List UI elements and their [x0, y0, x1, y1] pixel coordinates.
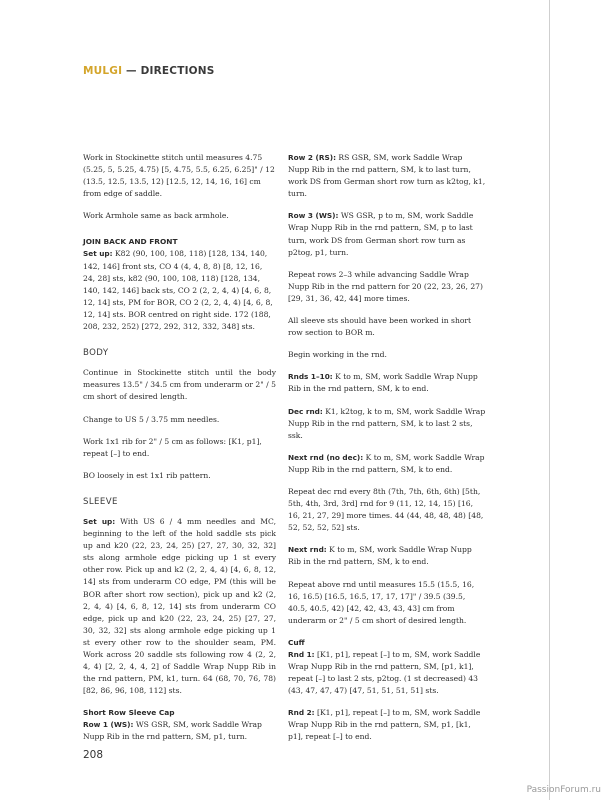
- dec-label: Dec rnd:: [288, 406, 323, 416]
- sleeve-setup-text: With US 6 / 4 mm needles and MC, beginning to the left of the hold saddle sts pick up and k20 (22, 23, 24, 25) [27, 27, 30, 32, 32] sts along armhole edge picking up 1 st every other row. Pick up and k2 (2, 2, 4, 4) [4, 6, 8, 12, 14] sts from underarm CO edge, PM (this will be BOR after short row section), pick up and k2 (2, 2, 4, 4) [4, 6, 8, 12, 14] sts from underarm CO edge, pick up and k20 (22, 23, 24, 25) [27, 27, 30, 32, 32] sts along armhole edge picking up 1 st every other row to the shoulder seam, PM. Work across 20 saddle sts following row 4 (2, 2, 4, 4) [2, 2, 4, 4, 2] of Saddle Wrap Nupp Rib in the rnd pattern, PM, k1, turn. 64 (68, 70, 76, 78) [82, 86, 96, 108, 112] sts.: [83, 516, 276, 696]
- page-edge-divider: [549, 0, 550, 800]
- row3-text: WS GSR, p to m, SM, work Saddle Wrap Nupp Rib in the rnd pattern, SM, p to last turn, work DS from German short row turn as p2tog, p1, turn.: [288, 211, 474, 257]
- rnds-label: Rnds 1–10:: [288, 372, 333, 382]
- rnds-text: K to m, SM, work Saddle Wrap Nupp Rib in the rnd pattern, SM, k to end.: [288, 372, 478, 394]
- page-header: [83, 65, 215, 77]
- header-separator: —: [122, 65, 141, 77]
- paragraph-repeat-above: Repeat above rnd until measures 15.5 (15.5, 16, 16, 16.5) [16.5, 16.5, 17, 17, 17]" / 39.5 (39.5, 40.5, 40.5, 42) [42, 42, 43, 43, 43] cm from underarm or 2" / 5 cm short of desired length.: [288, 579, 475, 625]
- paragraph-body-3: Work 1x1 rib for 2" / 5 cm as follows: [K1, p1], repeat [–] to end.: [83, 436, 262, 458]
- rnd2-text: [K1, p1], repeat [–] to m, SM, work Saddle Wrap Nupp Rib in the rnd pattern, SM, p1, [k1, p1], repeat [–] to end.: [288, 708, 481, 742]
- paragraph-body-4: BO loosely in est 1x1 rib pattern.: [83, 470, 211, 480]
- short-row-heading: Short Row Sleeve Cap: [83, 708, 175, 718]
- body-heading: BODY: [83, 348, 109, 359]
- paragraph-stockinette: Work in Stockinette stitch until measures 4.75 (5.25, 5, 5.25, 4.75) [5, 4.75, 5.5, 6.25, 6.25]" / 12 (13.5, 12.5, 13.5, 12) [12.5, 12, 14, 16, 16] cm from edge of saddle.: [83, 153, 275, 199]
- paragraph-repeat-dec: Repeat dec rnd every 8th (7th, 7th, 6th, 6th) [5th, 5th, 4th, 3rd, 3rd] rnd for 9 (11, 12, 14, 15) [16, 16, 21, 27, 29] more times. 44 (44, 48, 48, 48) [48, 52, 52, 52, 52] sts.: [288, 486, 484, 533]
- rnd1-text: [K1, p1], repeat [–] to m, SM, work Saddle Wrap Nupp Rib in the rnd pattern, SM, [p1, k1], repeat [–] to last 2 sts, p2tog. (1 st decreased) 43 (43, 47, 47, 47) [47, 51, 51, 51, 51] sts.: [288, 649, 481, 696]
- paragraph-armhole: Work Armhole same as back armhole.: [83, 211, 229, 221]
- paragraph-rnd-2: [288, 707, 486, 743]
- right-column: [288, 152, 486, 754]
- setup-text: K82 (90, 100, 108, 118) [128, 134, 140, 142, 146] front sts, CO 4 (4, 4, 8, 8) [8, 12, 16, 24, 28] sts, k82 (90, 100, 108, 118) [128, 134, 140, 142, 146] back sts, CO 2 (2, 2, 4, 4) [4, 6, 8, 12, 14] sts, PM for BOR, CO 2 (2, 2, 4, 4) [4, 6, 8, 12, 14] sts. BOR centred on right side. 172 (188, 208, 232, 252) [272, 292, 312, 332, 348] sts.: [83, 249, 273, 332]
- row3-label: Row 3 (WS):: [288, 211, 339, 221]
- nodec-text: K to m, SM, work Saddle Wrap Nupp Rib in the rnd pattern, SM, k to end.: [288, 452, 485, 474]
- paragraph-row-2: [288, 152, 486, 200]
- paragraph-join-setup: [83, 248, 276, 333]
- left-column: [83, 152, 276, 754]
- sleeve-heading: SLEEVE: [83, 496, 118, 507]
- sleeve-setup-label: Set up:: [83, 516, 116, 526]
- rnd2-label: Rnd 2:: [288, 708, 315, 718]
- paragraph-repeat-rows: Repeat rows 2–3 while advancing Saddle Wrap Nupp Rib in the rnd pattern for 20 (22, 23, 26, 27) [29, 31, 36, 42, 44] more times.: [288, 269, 483, 303]
- setup-label: Set up:: [83, 249, 113, 259]
- row1-text: WS GSR, SM, work Saddle Wrap Nupp Rib in the rnd pattern, SM, p1, turn.: [83, 720, 262, 742]
- section-title: DIRECTIONS: [140, 65, 215, 77]
- watermark: PassionForum.ru: [526, 785, 601, 795]
- paragraph-next-no-dec: [288, 452, 486, 476]
- row2-label: Row 2 (RS):: [288, 153, 336, 162]
- paragraph-rnd-1: [288, 649, 486, 697]
- join-heading: JOIN BACK AND FRONT: [83, 237, 178, 247]
- nextrnd-text: K to m, SM, work Saddle Wrap Nupp Rib in the rnd pattern, SM, k to end.: [288, 545, 472, 567]
- dec-text: K1, k2tog, k to m, SM, work Saddle Wrap Nupp Rib in the rnd pattern, SM, k to last 2 sts, ssk.: [288, 406, 486, 440]
- rnd1-label: Rnd 1:: [288, 649, 315, 659]
- paragraph-row-1: [83, 719, 276, 743]
- paragraph-next-rnd: [288, 544, 486, 568]
- paragraph-sleeve-setup: [83, 516, 276, 697]
- paragraph-dec-rnd: [288, 406, 486, 442]
- nodec-label: Next rnd (no dec):: [288, 452, 364, 462]
- cuff-heading: Cuff: [288, 637, 305, 647]
- paragraph-rnds-1-10: [288, 371, 486, 395]
- paragraph-all-sleeve: All sleeve sts should have been worked in short row section to BOR m.: [288, 316, 472, 338]
- page-number: 208: [83, 749, 104, 761]
- paragraph-begin-rnd: Begin working in the rnd.: [288, 350, 387, 360]
- paragraph-body-2: Change to US 5 / 3.75 mm needles.: [83, 414, 220, 424]
- paragraph-body-1: Continue in Stockinette stitch until the body measures 13.5" / 34.5 cm from underarm or 2" / 5 cm short of desired length.: [83, 368, 276, 402]
- row2-text: RS GSR, SM, work Saddle Wrap Nupp Rib in the rnd pattern, SM, k to last turn, work DS from German short row turn as k2tog, k1, turn.: [288, 153, 486, 199]
- paragraph-row-3: [288, 210, 486, 258]
- nextrnd-label: Next rnd:: [288, 545, 327, 555]
- pattern-title: MULGI: [83, 65, 123, 77]
- row1-label: Row 1 (WS):: [83, 720, 134, 730]
